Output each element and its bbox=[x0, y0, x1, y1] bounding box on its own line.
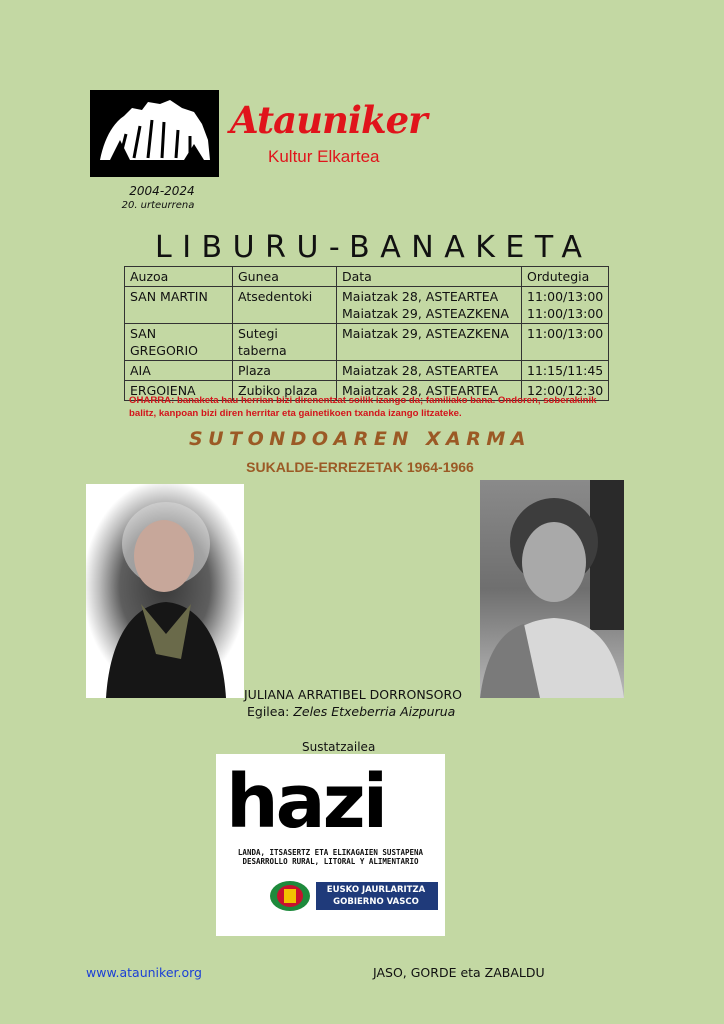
sponsor-label: Sustatzailea bbox=[302, 740, 376, 754]
brand-subtitle: Kultur Elkartea bbox=[268, 147, 380, 166]
portrait-photo-left bbox=[86, 484, 244, 698]
header-cell: Gunea bbox=[233, 267, 337, 287]
header-cell: Auzoa bbox=[125, 267, 233, 287]
distribution-table bbox=[124, 266, 609, 401]
hazi-wordmark: hazi bbox=[226, 759, 386, 845]
table-cell: AIA bbox=[125, 361, 233, 381]
editor-line bbox=[247, 704, 455, 719]
table-cell: 11:00/13:00 bbox=[522, 324, 609, 361]
mountain-logo-icon bbox=[90, 90, 219, 177]
sponsor-tagline-es: DESARROLLO RURAL, LITORAL Y ALIMENTARIO bbox=[242, 857, 419, 866]
table-cell: ERGOIENA bbox=[125, 381, 233, 401]
gov-name-eu: EUSKO JAURLARITZA bbox=[326, 885, 426, 895]
book-title: SUTONDOAREN XARMA bbox=[189, 428, 531, 450]
table-cell: 11:15/11:45 bbox=[522, 361, 609, 381]
table-cell: Zubiko plaza bbox=[233, 381, 337, 401]
header-cell: Data bbox=[337, 267, 522, 287]
table-cell: Maiatzak 29, ASTEAZKENA bbox=[337, 324, 522, 361]
woman-portrait-icon bbox=[86, 484, 244, 698]
header-cell: Ordutegia bbox=[522, 267, 609, 287]
table-row bbox=[125, 361, 609, 381]
table-cell: Maiatzak 28, ASTEARTEA Maiatzak 29, ASTEAZKENA bbox=[337, 287, 522, 324]
editor-name: Zeles Etxeberria Aizpurua bbox=[293, 704, 456, 719]
woman-portrait-icon bbox=[480, 480, 624, 698]
table-cell: SAN MARTIN bbox=[125, 287, 233, 324]
main-title: LIBURU-BANAKETA bbox=[155, 230, 593, 265]
table-cell: Sutegi taberna bbox=[233, 324, 337, 361]
atauniker-logo bbox=[90, 90, 219, 177]
sponsor-tagline-eu: LANDA, ITSASERTZ ETA ELIKAGAIEN SUSTAPENA bbox=[237, 848, 424, 857]
table-cell: Maiatzak 28, ASTEARTEA bbox=[337, 381, 522, 401]
table-cell: 12:00/12:30 bbox=[522, 381, 609, 401]
distribution-note: OHARRA: banaketa hau herrian bizi direnentzat soilik izango da; familiako bana. Ondoren, soberakinik balitz, kanpoan bizi diren herritar eta gainetikoen txanda izango litzateke. bbox=[129, 395, 597, 419]
website-link[interactable]: www.atauniker.org bbox=[86, 965, 202, 980]
table-cell: Maiatzak 28, ASTEARTEA bbox=[337, 361, 522, 381]
anniversary-text: 20. urteurrena bbox=[121, 200, 195, 211]
sponsor-logo bbox=[216, 754, 445, 936]
table-row bbox=[125, 324, 609, 361]
table-cell: SAN GREGORIO bbox=[125, 324, 233, 361]
footer-motto: JASO, GORDE eta ZABALDU bbox=[373, 965, 545, 980]
book-subtitle: SUKALDE-ERREZETAK 1964-1966 bbox=[246, 459, 474, 475]
editor-label: Egilea: bbox=[247, 704, 290, 719]
table-cell: 11:00/13:00 11:00/13:00 bbox=[522, 287, 609, 324]
portrait-photo-right bbox=[480, 480, 624, 698]
author-name: JULIANA ARRATIBEL DORRONSORO bbox=[244, 687, 462, 702]
brand-name: Atauniker bbox=[230, 98, 427, 142]
table-cell: Atsedentoki bbox=[233, 287, 337, 324]
table-cell: Plaza bbox=[233, 361, 337, 381]
gov-name-es: GOBIERNO VASCO bbox=[333, 897, 419, 907]
table-header-row bbox=[125, 267, 609, 287]
table-row bbox=[125, 287, 609, 324]
years-range: 2004-2024 bbox=[129, 184, 195, 198]
